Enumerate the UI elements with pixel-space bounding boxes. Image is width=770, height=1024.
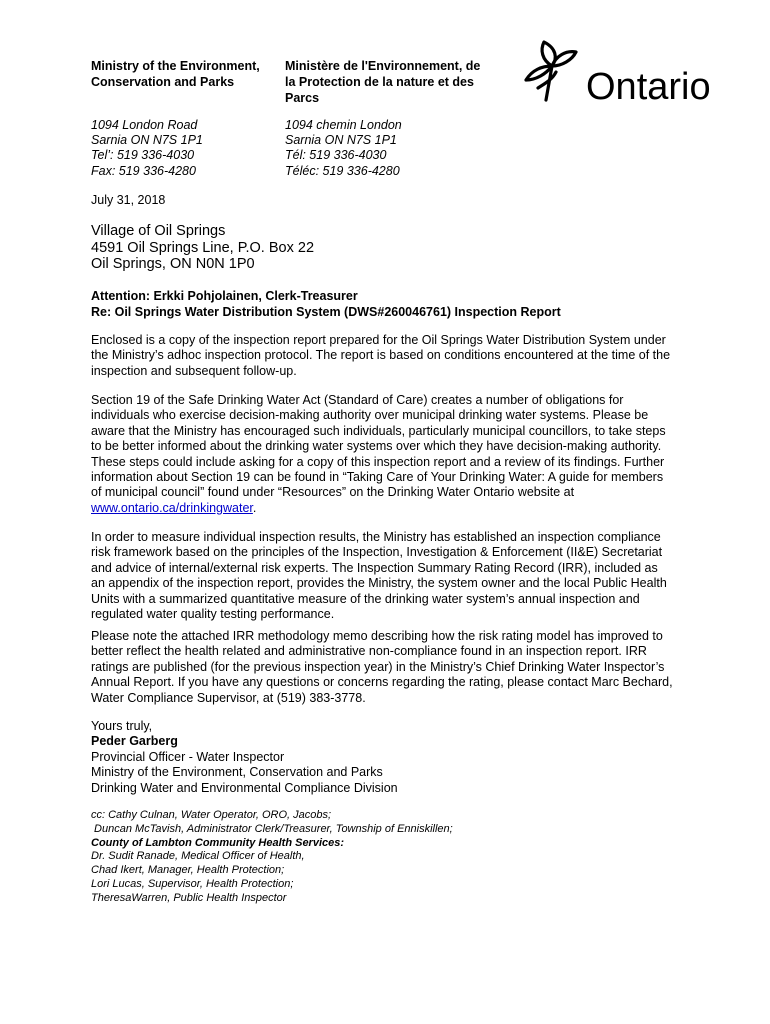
paragraph-line: Water Compliance Supervisor, at (519) 383-3778.	[91, 690, 366, 705]
signer-title: Provincial Officer - Water Inspector	[91, 749, 285, 764]
header-en-address	[91, 118, 203, 179]
recipient-line: Village of Oil Springs	[91, 223, 226, 239]
cc-line: TheresaWarren, Public Health Inspector	[91, 891, 287, 904]
header-fr-line: Ministère de l'Environnement, de	[285, 59, 481, 73]
signature-block	[91, 719, 398, 796]
cc-line: Lori Lucas, Supervisor, Health Protection;	[91, 877, 294, 890]
paragraph-line: In order to measure individual inspection results, the Ministry has established an inspection compliance	[91, 530, 661, 544]
address-line: 1094 chemin London	[285, 118, 402, 132]
address-line: Tél: 519 336-4030	[285, 148, 387, 163]
paragraph-4	[91, 629, 691, 706]
cc-line: Dr. Sudit Ranade, Medical Officer of Health,	[91, 850, 305, 863]
header-en-line: Ministry of the Environment,	[91, 59, 260, 73]
header-en-line: Conservation and Parks	[91, 75, 235, 89]
paragraph-line: individuals who exercise decision-making authority over municipal drinking water systems. Please be	[91, 408, 649, 423]
paragraph-line: risk framework based on the principles of the Inspection, Investigation & Enforcement (II&E) Secretariat	[91, 545, 663, 560]
paragraph-line: Enclosed is a copy of the inspection report prepared for the Oil Springs Water Distribution System under	[91, 333, 666, 347]
address-line: Sarnia ON N7S 1P1	[91, 133, 203, 148]
cc-line: Chad Ikert, Manager, Health Protection;	[91, 864, 285, 877]
address-line: Tel’: 519 336-4030	[91, 148, 195, 163]
attention-line: Attention: Erkki Pohjolainen, Clerk-Treasurer	[91, 289, 358, 303]
paragraph-1	[91, 333, 691, 379]
paragraph-line: Please note the attached IRR methodology memo describing how the risk rating model has improved to	[91, 629, 663, 643]
address-line: Fax: 519 336-4280	[91, 163, 196, 178]
paragraph-line: an appendix of the inspection report, provides the Ministry, the system owner and the local Public Health	[91, 576, 667, 591]
paragraph-end: .	[252, 500, 257, 515]
recipient-line: Oil Springs, ON N0N 1P0	[91, 256, 255, 272]
header-fr-department	[285, 58, 480, 106]
paragraph-line	[91, 501, 691, 516]
letter-date: July 31, 2018	[91, 193, 166, 207]
closing: Yours truly,	[91, 719, 153, 733]
paragraph-line: ratings are published (for the previous inspection year) in the Ministry’s Chief Drinking Water Inspector’s	[91, 659, 665, 674]
header-en-department	[91, 58, 260, 90]
signer-ministry: Ministry of the Environment, Conservation and Parks	[91, 765, 383, 780]
paragraph-line: the Ministry’s adhoc inspection protocol. The report is based on conditions encountered at the time of the	[91, 348, 671, 363]
paragraph-line: and advice of internal/external risk experts. The Inspection Summary Rating Record (IRR), included as	[91, 560, 658, 575]
paragraph-line: Annual Report. If you have any questions or concerns regarding the rating, please contact Marc Bechard,	[91, 675, 673, 690]
signer-name: Peder Garberg	[91, 734, 178, 749]
cc-organization: County of Lambton Community Health Services:	[91, 836, 345, 849]
paragraph-line: better reflect the health related and administrative non-compliance found in an inspection report. IRR	[91, 644, 647, 659]
header-fr-line: Parcs	[285, 91, 320, 105]
trillium-icon	[522, 36, 722, 108]
paragraph-line: These steps could include asking for a copy of this inspection report and a review of its findings. Further	[91, 454, 665, 469]
recipient-line: 4591 Oil Springs Line, P.O. Box 22	[91, 239, 315, 256]
logo-wordmark: Ontario	[586, 66, 711, 108]
paragraph-line: to be better informed about the drinking water systems over which they have decision-making authority.	[91, 439, 662, 454]
cc-list	[91, 809, 453, 906]
address-line: Sarnia ON N7S 1P1	[285, 133, 397, 148]
address-line: 1094 London Road	[91, 118, 198, 132]
recipient-block	[91, 223, 314, 273]
paragraph-line: Units with a summarized quantitative measure of the drinking water system’s annual inspection and	[91, 591, 640, 606]
paragraph-line: aware that the Ministry has encouraged such individuals, particularly municipal councillors, to take steps	[91, 423, 666, 438]
paragraph-line: Section 19 of the Safe Drinking Water Act (Standard of Care) creates a number of obligations for	[91, 393, 624, 407]
attention-block	[91, 289, 561, 320]
cc-line: cc: Cathy Culnan, Water Operator, ORO, Jacobs;	[91, 809, 332, 821]
subject-line: Re: Oil Springs Water Distribution System (DWS#260046761) Inspection Report	[91, 304, 561, 319]
drinking-water-link[interactable]: www.ontario.ca/drinkingwater	[91, 500, 253, 515]
ontario-logo	[522, 36, 722, 108]
paragraph-2	[91, 393, 691, 516]
paragraph-line: information about Section 19 can be found in “Taking Care of Your Drinking Water: A guide for members	[91, 470, 664, 485]
header-fr-line: la Protection de la nature et des	[285, 75, 474, 89]
cc-line: Duncan McTavish, Administrator Clerk/Treasurer, Township of Enniskillen;	[91, 822, 453, 835]
address-line: Téléc: 519 336-4280	[285, 163, 400, 178]
paragraph-3	[91, 530, 691, 622]
paragraph-line: inspection and subsequent follow-up.	[91, 363, 297, 378]
paragraph-line: of municipal council” found under “Resources” on the Drinking Water Ontario website at	[91, 485, 575, 500]
header-fr-address	[285, 118, 402, 179]
paragraph-line: regulated water quality testing performance.	[91, 607, 335, 622]
signer-division: Drinking Water and Environmental Compliance Division	[91, 780, 398, 795]
